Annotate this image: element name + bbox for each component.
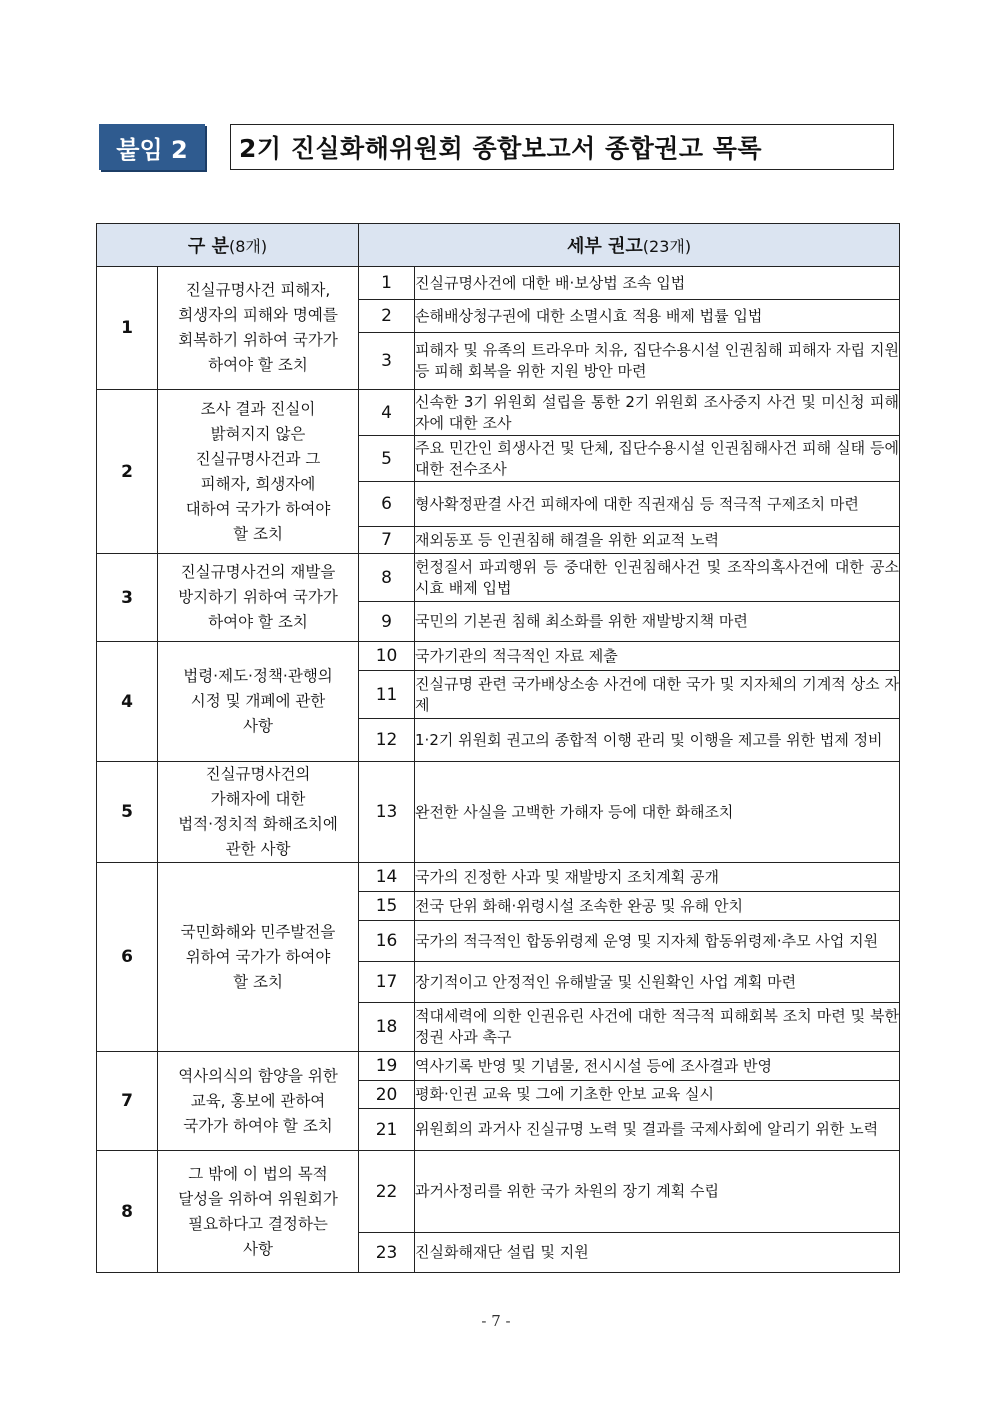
table-row <box>97 863 900 892</box>
recommendation-text: 손해배상청구권에 대한 소멸시효 적용 배제 법률 입법 <box>415 300 900 333</box>
recommendation-number: 2 <box>359 300 415 333</box>
recommendation-number: 14 <box>359 863 415 892</box>
table-row <box>97 390 900 436</box>
recommendation-number: 19 <box>359 1052 415 1081</box>
category-label-line: 희생자의 피해와 명예를 <box>178 306 338 324</box>
recommendation-text: 과거사정리를 위한 국가 차원의 장기 계획 수립 <box>415 1151 900 1233</box>
page-title: 2기 진실화해위원회 종합보고서 종합권고 목록 <box>230 124 894 170</box>
category-label <box>158 863 359 1052</box>
page-number: - 7 - <box>481 1312 511 1330</box>
recommendation-number: 17 <box>359 962 415 1003</box>
category-label <box>158 1052 359 1151</box>
table-row <box>97 762 900 863</box>
recommendation-text: 주요 민간인 희생사건 및 단체, 집단수용시설 인권침해사건 피해 실태 등에 대한 전수조사 <box>415 436 900 482</box>
category-number: 2 <box>97 390 158 554</box>
recommendation-number: 6 <box>359 482 415 527</box>
recommendation-number: 9 <box>359 602 415 642</box>
recommendation-number: 10 <box>359 642 415 671</box>
recommendation-number: 12 <box>359 719 415 762</box>
table-row <box>97 1151 900 1233</box>
header-category <box>97 224 359 267</box>
category-label-line: 역사의식의 함양을 위한 <box>178 1066 338 1085</box>
recommendation-number: 18 <box>359 1003 415 1052</box>
recommendation-number: 21 <box>359 1109 415 1151</box>
category-label-line: 대하여 국가가 하여야 <box>185 499 331 518</box>
recommendation-table <box>96 223 900 1273</box>
recommendation-number: 3 <box>359 333 415 390</box>
recommendation-text: 적대세력에 의한 인권유린 사건에 대한 적극적 피해회복 조치 마련 및 북한 정권 사과 촉구 <box>415 1003 900 1052</box>
category-label-line: 밝혀지지 않은 <box>210 424 306 443</box>
table-body <box>97 267 900 1273</box>
attachment-badge: 붙임 2 <box>99 124 205 170</box>
category-number: 6 <box>97 863 158 1052</box>
category-label-line: 하여야 할 조치 <box>208 356 308 374</box>
recommendation-text: 피해자 및 유족의 트라우마 치유, 집단수용시설 인권침해 피해자 자립 지원 등 피해 회복을 위한 지원 방안 마련 <box>415 333 900 390</box>
category-label <box>158 267 359 390</box>
category-label <box>158 1151 359 1273</box>
recommendation-text: 평화·인권 교육 및 그에 기초한 안보 교육 실시 <box>415 1081 900 1109</box>
category-label <box>158 390 359 554</box>
category-label-line: 교육, 홍보에 관하여 <box>190 1091 326 1110</box>
category-label-line: 진실규명사건의 <box>205 765 311 783</box>
header-recommendation-count: (23개) <box>642 237 692 256</box>
category-number: 3 <box>97 554 158 642</box>
category-number: 4 <box>97 642 158 762</box>
category-label-line: 관한 사항 <box>225 840 291 858</box>
category-label-line: 하여야 할 조치 <box>208 613 308 631</box>
category-label-line: 회복하기 위하여 국가가 <box>178 331 338 349</box>
table-header-row <box>97 224 900 267</box>
recommendation-text: 역사기록 반영 및 기념물, 전시시설 등에 조사결과 반영 <box>415 1052 900 1081</box>
recommendation-number: 1 <box>359 267 415 300</box>
table-row <box>97 642 900 671</box>
recommendation-number: 15 <box>359 892 415 921</box>
recommendation-text: 진실규명 관련 국가배상소송 사건에 대한 국가 및 지자체의 기계적 상소 자제 <box>415 671 900 719</box>
recommendation-number: 13 <box>359 762 415 863</box>
recommendation-text: 국민의 기본권 침해 최소화를 위한 재발방지책 마련 <box>415 602 900 642</box>
recommendation-text: 진실규명사건에 대한 배·보상법 조속 입법 <box>415 267 900 300</box>
category-label-line: 달성을 위하여 위원회가 <box>178 1189 338 1208</box>
recommendation-number: 22 <box>359 1151 415 1233</box>
recommendation-number: 5 <box>359 436 415 482</box>
recommendation-number: 4 <box>359 390 415 436</box>
category-label-line: 할 조치 <box>233 972 283 991</box>
category-label-line: 피해자, 희생자에 <box>200 474 316 493</box>
category-number: 5 <box>97 762 158 863</box>
category-label-line: 법적·정치적 화해조치에 <box>178 815 338 833</box>
header-recommendation-title: 세부 권고 <box>566 236 643 257</box>
category-label-line: 조사 결과 진실이 <box>200 399 316 418</box>
recommendation-text: 국가의 진정한 사과 및 재발방지 조치계획 공개 <box>415 863 900 892</box>
recommendation-text: 장기적이고 안정적인 유해발굴 및 신원확인 사업 계획 마련 <box>415 962 900 1003</box>
category-label <box>158 762 359 863</box>
category-label-line: 국가가 하여야 할 조치 <box>183 1116 333 1135</box>
category-label-line: 법령·제도·정책·관행의 <box>183 667 333 685</box>
recommendation-text: 진실화해재단 설립 및 지원 <box>415 1233 900 1273</box>
recommendation-text: 전국 단위 화해·위령시설 조속한 완공 및 유해 안치 <box>415 892 900 921</box>
category-label-line: 시정 및 개폐에 관한 <box>190 692 326 710</box>
category-label-line: 가해자에 대한 <box>210 790 306 808</box>
category-label-line: 그 밖에 이 법의 목적 <box>188 1164 328 1183</box>
table-row <box>97 1052 900 1081</box>
category-label-line: 진실규명사건과 그 <box>195 449 321 468</box>
recommendation-number: 20 <box>359 1081 415 1109</box>
category-label <box>158 642 359 762</box>
category-label-line: 사항 <box>243 717 273 735</box>
category-label <box>158 554 359 642</box>
recommendation-text: 완전한 사실을 고백한 가해자 등에 대한 화해조치 <box>415 762 900 863</box>
recommendation-number: 8 <box>359 554 415 602</box>
recommendation-text: 1·2기 위원회 권고의 종합적 이행 관리 및 이행을 제고를 위한 법제 정비 <box>415 719 900 762</box>
category-number: 1 <box>97 267 158 390</box>
category-label-line: 할 조치 <box>233 524 283 543</box>
category-number: 7 <box>97 1052 158 1151</box>
recommendation-number: 23 <box>359 1233 415 1273</box>
category-label-line: 필요하다고 결정하는 <box>188 1214 328 1233</box>
table-row <box>97 554 900 602</box>
category-label-line: 진실규명사건 피해자, <box>185 281 331 299</box>
recommendation-number: 7 <box>359 527 415 554</box>
recommendation-number: 16 <box>359 921 415 962</box>
header-category-title: 구 분 <box>187 236 229 257</box>
category-label-line: 위하여 국가가 하여야 <box>185 947 331 966</box>
recommendation-text: 국가기관의 적극적인 자료 제출 <box>415 642 900 671</box>
header-recommendation <box>359 224 900 267</box>
table-row <box>97 267 900 300</box>
category-label-line: 방지하기 위하여 국가가 <box>178 588 338 606</box>
recommendation-text: 위원회의 과거사 진실규명 노력 및 결과를 국제사회에 알리기 위한 노력 <box>415 1109 900 1151</box>
category-label-line: 진실규명사건의 재발을 <box>180 563 336 581</box>
recommendation-text: 헌정질서 파괴행위 등 중대한 인권침해사건 및 조작의혹사건에 대한 공소시효 배제 입법 <box>415 554 900 602</box>
recommendation-number: 11 <box>359 671 415 719</box>
category-label-line: 사항 <box>243 1239 273 1258</box>
recommendation-text: 국가의 적극적인 합동위령제 운영 및 지자체 합동위령제·추모 사업 지원 <box>415 921 900 962</box>
recommendation-text: 형사확정판결 사건 피해자에 대한 직권재심 등 적극적 구제조치 마련 <box>415 482 900 527</box>
header-category-count: (8개) <box>228 237 268 256</box>
recommendation-text: 재외동포 등 인권침해 해결을 위한 외교적 노력 <box>415 527 900 554</box>
category-label-line: 국민화해와 민주발전을 <box>180 922 336 941</box>
recommendation-text: 신속한 3기 위원회 설립을 통한 2기 위원회 조사중지 사건 및 미신청 피해자에 대한 조사 <box>415 390 900 436</box>
category-number: 8 <box>97 1151 158 1273</box>
